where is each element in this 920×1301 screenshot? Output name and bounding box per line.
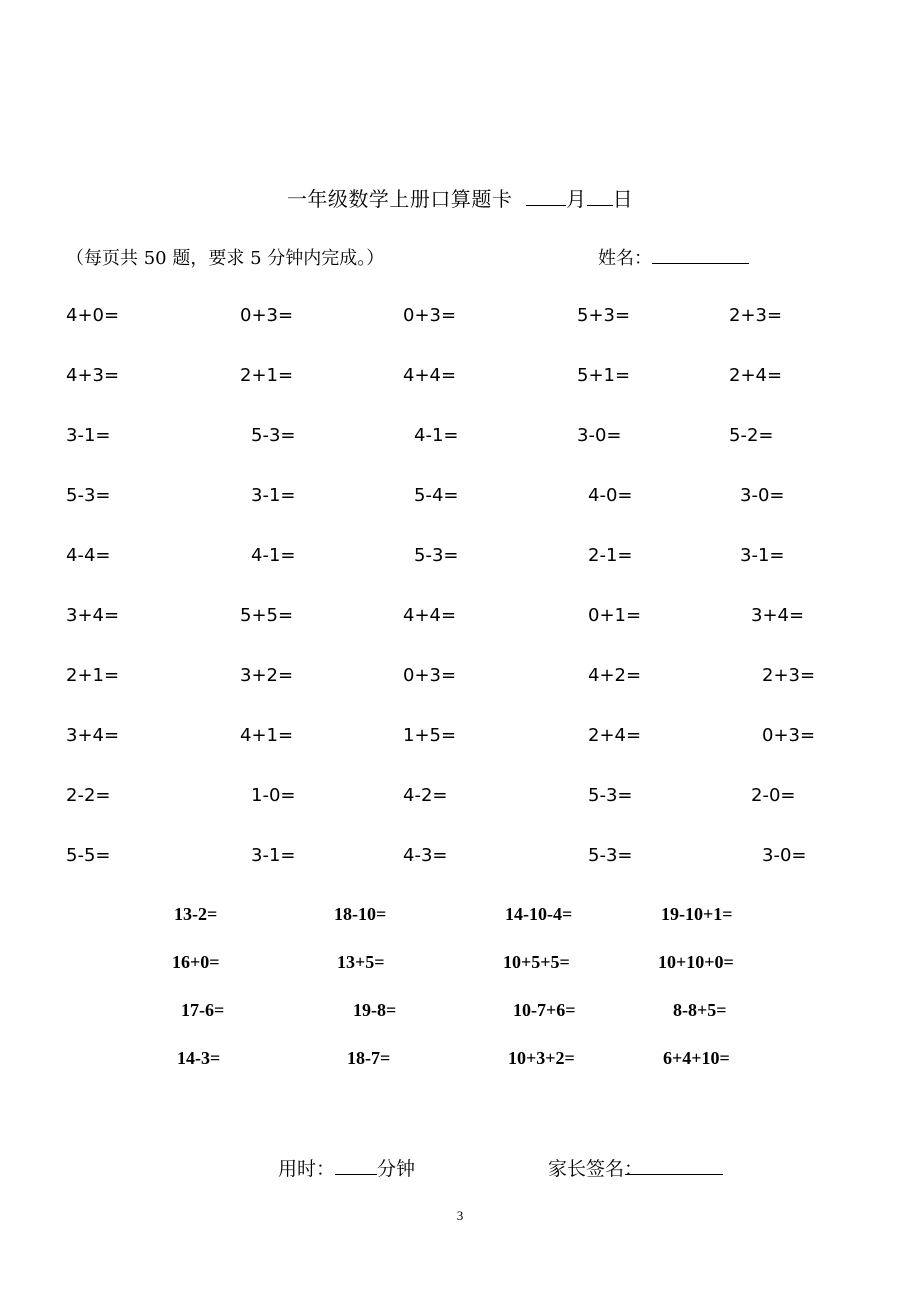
- problem-item: 4-3=: [403, 845, 448, 866]
- problem-item: 5-3=: [251, 425, 296, 446]
- advanced-problem-item: 18-7=: [347, 1048, 391, 1068]
- problem-item: 4-2=: [403, 785, 448, 806]
- parent-label: 家长签名：: [548, 1158, 644, 1180]
- problem-item: 4+4=: [403, 605, 457, 626]
- problem-item: 1-0=: [251, 785, 296, 806]
- signature-blank: [625, 1154, 723, 1175]
- problem-item: 4+3=: [66, 365, 120, 386]
- parent-signature-field: [548, 1154, 723, 1181]
- problem-item: 5-3=: [66, 485, 111, 506]
- advanced-problem-item: 6+4+10=: [663, 1048, 730, 1068]
- problem-item: 3-0=: [740, 485, 785, 506]
- time-unit: 分钟: [377, 1158, 416, 1180]
- problem-item: 3-1=: [740, 545, 785, 566]
- problem-item: 4-4=: [66, 545, 111, 566]
- advanced-problem-item: 10+3+2=: [508, 1048, 575, 1068]
- advanced-problem-item: 14-3=: [177, 1048, 221, 1068]
- advanced-problem-item: 19-8=: [353, 1000, 397, 1020]
- problem-item: 5+5=: [240, 605, 294, 626]
- problem-item: 5-4=: [414, 485, 459, 506]
- advanced-problem-item: 8-8+5=: [673, 1000, 727, 1020]
- problem-item: 2-2=: [66, 785, 111, 806]
- problem-item: 1+5=: [403, 725, 457, 746]
- month-blank: [526, 184, 566, 206]
- advanced-problem-item: 19-10+1=: [661, 904, 733, 924]
- problem-item: 2+4=: [588, 725, 642, 746]
- problem-item: 4+2=: [588, 665, 642, 686]
- problem-item: 0+3=: [403, 665, 457, 686]
- day-blank: [587, 184, 613, 206]
- problem-item: 5-3=: [588, 785, 633, 806]
- problem-item: 3-0=: [577, 425, 622, 446]
- problem-item: 2+4=: [729, 365, 783, 386]
- problem-item: 2+1=: [66, 665, 120, 686]
- problem-item: 4+0=: [66, 305, 120, 326]
- advanced-problem-item: 10+5+5=: [503, 952, 570, 972]
- name-field: [598, 244, 749, 270]
- problem-item: 3+4=: [66, 725, 120, 746]
- title-text: 一年级数学上册口算题卡: [286, 187, 513, 211]
- advanced-problem-item: 14-10-4=: [505, 904, 573, 924]
- month-label: 月: [566, 187, 587, 211]
- problem-item: 4+4=: [403, 365, 457, 386]
- problem-item: 4-1=: [251, 545, 296, 566]
- problem-item: 3-1=: [251, 845, 296, 866]
- time-label: 用时：: [278, 1158, 336, 1180]
- problem-item: 5+1=: [577, 365, 631, 386]
- page-number: 3: [456, 1208, 464, 1223]
- name-blank: [652, 244, 749, 264]
- advanced-problem-item: 16+0=: [172, 952, 220, 972]
- problem-item: 3-0=: [762, 845, 807, 866]
- problem-item: 5-2=: [729, 425, 774, 446]
- problem-item: 4-0=: [588, 485, 633, 506]
- problem-item: 3-1=: [251, 485, 296, 506]
- name-label: 姓名：: [598, 248, 652, 269]
- time-field: [278, 1154, 415, 1181]
- problem-item: 4-1=: [414, 425, 459, 446]
- advanced-problem-item: 18-10=: [334, 904, 387, 924]
- problem-item: 5-3=: [588, 845, 633, 866]
- advanced-problem-item: 10+10+0=: [658, 952, 734, 972]
- day-label: 日: [612, 187, 634, 211]
- problem-item: 2+3=: [762, 665, 816, 686]
- problem-item: 3-1=: [66, 425, 111, 446]
- problem-item: 4+1=: [240, 725, 294, 746]
- advanced-problem-item: 10-7+6=: [513, 1000, 576, 1020]
- problem-item: 2+1=: [240, 365, 294, 386]
- advanced-problem-item: 13-2=: [174, 904, 218, 924]
- problem-item: 3+4=: [751, 605, 805, 626]
- advanced-problem-item: 17-6=: [181, 1000, 225, 1020]
- problem-item: 2-0=: [751, 785, 796, 806]
- problem-item: 0+1=: [588, 605, 642, 626]
- problem-item: 2+3=: [729, 305, 783, 326]
- page-title: [0, 183, 920, 212]
- advanced-problem-item: 13+5=: [337, 952, 385, 972]
- problem-item: 3+2=: [240, 665, 294, 686]
- problem-item: 0+3=: [762, 725, 816, 746]
- problem-item: 5-3=: [414, 545, 459, 566]
- time-blank: [335, 1154, 377, 1175]
- problem-item: 5+3=: [577, 305, 631, 326]
- problem-item: 0+3=: [240, 305, 294, 326]
- problem-item: 3+4=: [66, 605, 120, 626]
- problem-item: 0+3=: [403, 305, 457, 326]
- problem-item: 5-5=: [66, 845, 111, 866]
- problem-item: 2-1=: [588, 545, 633, 566]
- instruction-note: （每页共 50 题，要求 5 分钟内完成。）: [66, 248, 385, 269]
